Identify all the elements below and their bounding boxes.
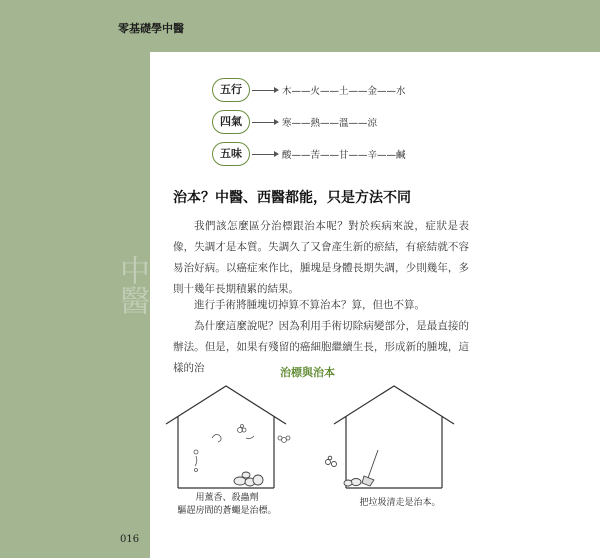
top-margin-band — [0, 0, 600, 52]
arrow-head-icon — [274, 119, 279, 125]
five-elements-diagram — [212, 72, 452, 168]
diagram-items-wuxing: 木——火——土——金——水 — [282, 86, 406, 97]
figure-title: 治標與治本 — [280, 366, 335, 379]
diagram-items-siqi: 寒——熱——溫——涼 — [282, 118, 378, 129]
left-caption-line1: 用薰香、殺蟲劑 — [195, 493, 259, 503]
paragraph-3: 為什麼這麼說呢？因為利用手術切除病變部分，是最直接的辦法。但是，如果有殘留的癌細胞繼續生長，形成新的腫塊，這樣的治 — [173, 320, 469, 374]
arrow-line-siqi — [252, 122, 276, 123]
diagram-label-wuwei: 五味 — [212, 142, 250, 166]
diagram-items-wuwei: 酸——苦——甘——辛——鹹 — [282, 150, 406, 161]
section-heading: 治本？中醫、西醫都能，只是方法不同 — [173, 190, 411, 206]
houses-illustration — [160, 378, 470, 490]
right-house-icon — [334, 386, 454, 488]
arrow-head-icon — [274, 87, 279, 93]
decorative-watermark: 中醫 — [114, 255, 149, 315]
book-title: 零基礎學中醫 — [118, 22, 184, 35]
diagram-label-wuxing: 五行 — [212, 78, 250, 102]
left-house-icon — [166, 386, 286, 488]
diagram-label-siqi: 四氣 — [212, 110, 250, 134]
flies-icon — [194, 425, 290, 472]
arrow-line-wuxing — [252, 90, 276, 91]
paragraph-1: 我們該怎麼區分治標跟治本呢？對於疾病來說，症狀是表像，失調才是本質。失調久了又會產生新的瘀結，有瘀結就不容易治好病。以癌症來作比，腫塊是身體長期失調，少則幾年，多則十幾年長期積累的結果。 — [173, 220, 469, 295]
left-caption — [172, 492, 282, 518]
left-caption-line2: 驅趕房間的蒼蠅是治標。 — [177, 506, 277, 516]
trash-pile-icon — [234, 472, 263, 486]
arrow-head-icon — [274, 151, 279, 157]
page-number: 016 — [120, 534, 140, 545]
right-caption: 把垃圾清走是治本。 — [359, 498, 441, 508]
paragraph-2: 進行手術將腫塊切掉算不算治本？算，但也不算。 — [194, 299, 425, 311]
arrow-line-wuwei — [252, 154, 276, 155]
